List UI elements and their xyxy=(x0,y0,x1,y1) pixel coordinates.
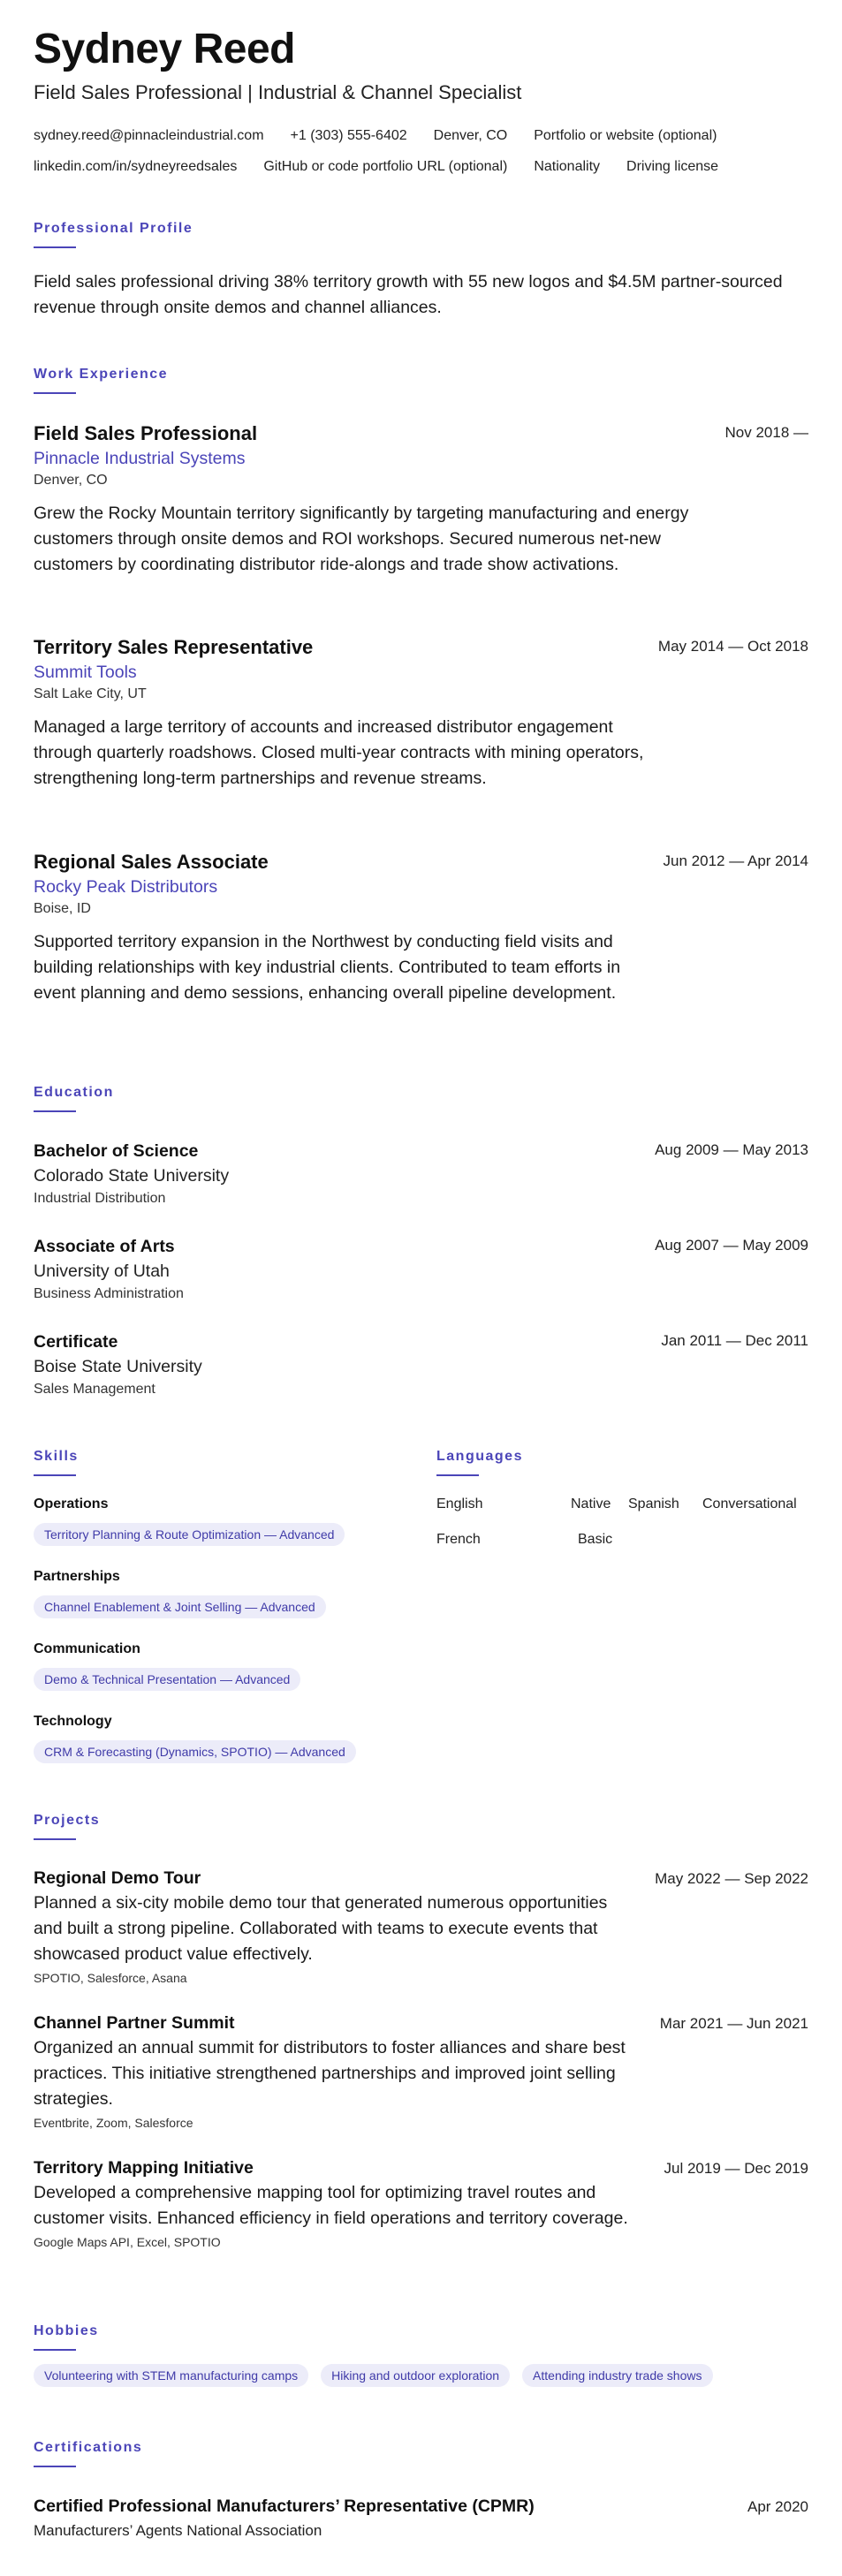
section-rule xyxy=(34,1110,76,1112)
job-dates: Nov 2018 — xyxy=(724,424,808,441)
section-title-certifications: Certifications xyxy=(34,2440,143,2455)
section-rule xyxy=(34,246,76,248)
skill-pill: Territory Planning & Route Optimization — Advanced xyxy=(34,1523,345,1546)
contact-portfolio[interactable]: Portfolio or website (optional) xyxy=(534,128,717,143)
contact-github[interactable]: GitHub or code portfolio URL (optional) xyxy=(263,159,508,174)
certification-org: Manufacturers’ Agents National Association xyxy=(34,2522,322,2539)
contact-email[interactable]: sydney.reed@pinnacleindustrial.com xyxy=(34,128,264,143)
skill-group xyxy=(34,1641,300,1691)
skill-group xyxy=(34,1496,345,1546)
contact-location: Denver, CO xyxy=(433,128,508,143)
education-dates: Aug 2007 — May 2009 xyxy=(655,1237,808,1254)
education-degree: Associate of Arts xyxy=(34,1237,175,1256)
language-level: Conversational xyxy=(702,1496,797,1512)
job-location: Salt Lake City, UT xyxy=(34,686,147,701)
education-field: Industrial Distribution xyxy=(34,1191,166,1206)
skill-pill: Channel Enablement & Joint Selling — Advanced xyxy=(34,1595,326,1618)
project-description: Organized an annual summit for distributors to foster alliances and share best practices. This initiative strengthened partnerships and improved joint selling strategies. xyxy=(34,2038,626,2109)
section-rule xyxy=(34,1838,76,1840)
section-title-education: Education xyxy=(34,1085,114,1100)
project-tech: Google Maps API, Excel, SPOTIO xyxy=(34,2235,221,2249)
contact-driving-license: Driving license xyxy=(626,159,719,174)
hobby-pill: Volunteering with STEM manufacturing camps xyxy=(34,2364,308,2387)
job-dates: May 2014 — Oct 2018 xyxy=(657,638,808,655)
contact-linkedin[interactable]: linkedin.com/in/sydneyreedsales xyxy=(34,159,238,174)
language-name: English xyxy=(436,1496,483,1512)
job-title: Field Sales Professional xyxy=(34,422,258,444)
project-dates: Mar 2021 — Jun 2021 xyxy=(659,2015,808,2032)
education-entry xyxy=(34,1237,808,1302)
skill-category: Operations xyxy=(34,1496,109,1512)
education-entry xyxy=(34,1141,808,1207)
job-description: Grew the Rocky Mountain territory significantly by targeting manufacturing and energy customers through onsite demos and ROI workshops. Secured numerous net-new customers by coordinating distributor ride-alongs and trade show activations. xyxy=(34,504,689,574)
section-title-profile: Professional Profile xyxy=(34,221,193,236)
project-title: Territory Mapping Initiative xyxy=(34,2158,254,2178)
job-company: Rocky Peak Distributors xyxy=(34,877,218,897)
education-school: University of Utah xyxy=(34,1261,170,1281)
experience-entry xyxy=(34,422,808,578)
education-degree: Bachelor of Science xyxy=(34,1141,199,1161)
project-tech: SPOTIO, Salesforce, Asana xyxy=(34,1971,187,1985)
contact-phone[interactable]: +1 (303) 555-6402 xyxy=(290,128,407,143)
project-title: Channel Partner Summit xyxy=(34,2013,235,2033)
candidate-headline: Field Sales Professional | Industrial & Channel Specialist xyxy=(34,81,522,103)
project-dates: Jul 2019 — Dec 2019 xyxy=(664,2160,808,2177)
certification-date: Apr 2020 xyxy=(747,2498,808,2515)
section-title-hobbies: Hobbies xyxy=(34,2323,99,2338)
skill-group xyxy=(34,1714,356,1763)
project-description: Developed a comprehensive mapping tool for optimizing travel routes and customer visits. Enhanced efficiency in field operations and territory coverage. xyxy=(34,2183,628,2228)
job-title: Regional Sales Associate xyxy=(34,851,269,873)
skill-pill: CRM & Forecasting (Dynamics, SPOTIO) — Advanced xyxy=(34,1740,356,1763)
hobby-pill: Hiking and outdoor exploration xyxy=(321,2364,510,2387)
education-dates: Jan 2011 — Dec 2011 xyxy=(661,1332,808,1349)
education-school: Colorado State University xyxy=(34,1166,230,1186)
section-title-languages: Languages xyxy=(436,1449,523,1464)
hobby-list xyxy=(34,2364,713,2387)
certification-entry xyxy=(34,2496,808,2540)
section-title-skills: Skills xyxy=(34,1449,79,1464)
job-description: Supported territory expansion in the Northwest by conducting field visits and building relationships with key industrial clients. Contributed to team efforts in event planning and demo sessions, enhancing overall pipeline development. xyxy=(34,932,621,1003)
education-school: Boise State University xyxy=(34,1357,202,1376)
hobby-pill: Attending industry trade shows xyxy=(522,2364,712,2387)
profile-summary: Field sales professional driving 38% territory growth with 55 new logos and $4.5M partner-sourced revenue through onsite demos and channel alliances. xyxy=(34,272,783,317)
project-tech: Eventbrite, Zoom, Salesforce xyxy=(34,2116,193,2130)
contact-row-1 xyxy=(34,128,717,144)
project-dates: May 2022 — Sep 2022 xyxy=(655,1870,808,1887)
education-degree: Certificate xyxy=(34,1332,118,1352)
skill-category: Partnerships xyxy=(34,1569,120,1584)
certification-name: Certified Professional Manufacturers’ Representative (CPMR) xyxy=(34,2496,535,2516)
language-level: Basic xyxy=(578,1532,613,1547)
job-location: Boise, ID xyxy=(34,901,91,916)
project-title: Regional Demo Tour xyxy=(34,1868,201,1888)
project-entry xyxy=(34,2013,808,2130)
project-entry xyxy=(34,1868,808,1985)
job-description: Managed a large territory of accounts and increased distributor engagement through quarterly roadshows. Closed multi-year contracts with mining operators, strengthening long-term partnerships and revenue streams. xyxy=(34,717,644,788)
education-field: Business Administration xyxy=(34,1286,184,1301)
project-entry xyxy=(34,2158,808,2249)
job-title: Territory Sales Representative xyxy=(34,636,314,658)
education-entry xyxy=(34,1332,808,1398)
language-name: Spanish xyxy=(628,1496,679,1512)
experience-entry xyxy=(34,851,808,1006)
job-company: Summit Tools xyxy=(34,663,137,682)
section-title-projects: Projects xyxy=(34,1813,101,1828)
job-company: Pinnacle Industrial Systems xyxy=(34,449,246,468)
experience-entry xyxy=(34,636,808,792)
skill-pill: Demo & Technical Presentation — Advanced xyxy=(34,1668,300,1691)
contact-nationality: Nationality xyxy=(534,159,601,174)
job-dates: Jun 2012 — Apr 2014 xyxy=(663,852,808,869)
section-title-experience: Work Experience xyxy=(34,367,169,382)
skill-category: Technology xyxy=(34,1714,112,1729)
language-level: Native xyxy=(571,1496,611,1512)
education-field: Sales Management xyxy=(34,1382,156,1397)
section-rule xyxy=(34,1474,76,1476)
education-dates: Aug 2009 — May 2013 xyxy=(655,1141,808,1158)
candidate-name: Sydney Reed xyxy=(34,26,295,72)
contact-row-2 xyxy=(34,159,718,175)
skill-category: Communication xyxy=(34,1641,140,1656)
section-rule xyxy=(436,1474,479,1476)
job-location: Denver, CO xyxy=(34,473,108,488)
language-name: French xyxy=(436,1532,481,1547)
skill-group xyxy=(34,1569,326,1618)
section-rule xyxy=(34,392,76,394)
project-description: Planned a six-city mobile demo tour that generated numerous opportunities and built a strong pipeline. Collaborated with teams to execute events that showcased product value effectively. xyxy=(34,1893,608,1964)
section-rule xyxy=(34,2349,76,2351)
section-rule xyxy=(34,2466,76,2467)
